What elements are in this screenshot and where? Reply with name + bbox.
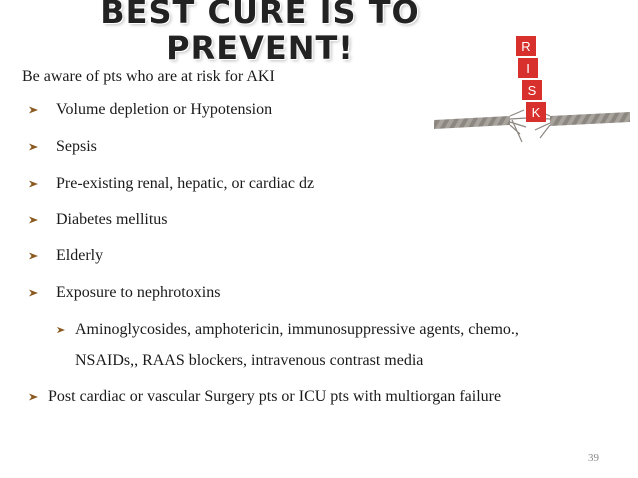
risk-blocks [516,36,546,122]
bullet-arrow-icon [28,288,38,298]
sub-bullet-text: Aminoglycosides, amphotericin, immunosuppressive agents, chemo., [75,321,519,338]
rope-left-fray [510,110,527,142]
risk-letter: R [521,39,531,54]
bullet-arrow-icon [28,392,38,402]
sub-bullet-item [56,321,519,339]
sub-bullet-continuation: NSAIDs,, RAAS blockers, intravenous contrast media [75,352,424,369]
bullet-text: Volume depletion or Hypotension [56,101,273,118]
bullet-arrow-icon [56,326,65,335]
page-number: 39 [588,452,599,464]
bullet-item [28,284,220,302]
risk-letter: K [531,105,541,120]
bullet-item [28,138,97,156]
bullet-item [28,175,314,193]
rope-left [434,116,510,129]
bullet-arrow-icon [28,215,38,225]
rope-right [550,112,630,126]
bullet-arrow-icon [28,142,38,152]
bullet-text: Pre-existing renal, hepatic, or cardiac dz [56,175,315,192]
bullet-text: Diabetes mellitus [56,211,168,228]
risk-letter: S [527,83,537,98]
intro-text: Be aware of pts who are at risk for AKI [22,68,275,85]
bullet-text: Post cardiac or vascular Surgery pts or ICU pts with multiorgan failure [48,388,502,405]
bullet-item [28,211,168,229]
bullet-item [28,247,103,265]
risk-rope-illustration [432,30,632,160]
bullet-arrow-icon [28,251,38,261]
bullet-text: Exposure to nephrotoxins [56,284,221,301]
bullet-text: Sepsis [56,138,97,155]
risk-letter: I [526,61,530,76]
bullet-item [28,101,272,119]
slide-title: BEST CURE IS TO PREVENT! [100,0,420,67]
bullet-text: Elderly [56,247,104,264]
bullet-arrow-icon [28,179,38,189]
bullet-arrow-icon [28,105,38,115]
bullet-item [28,388,501,406]
